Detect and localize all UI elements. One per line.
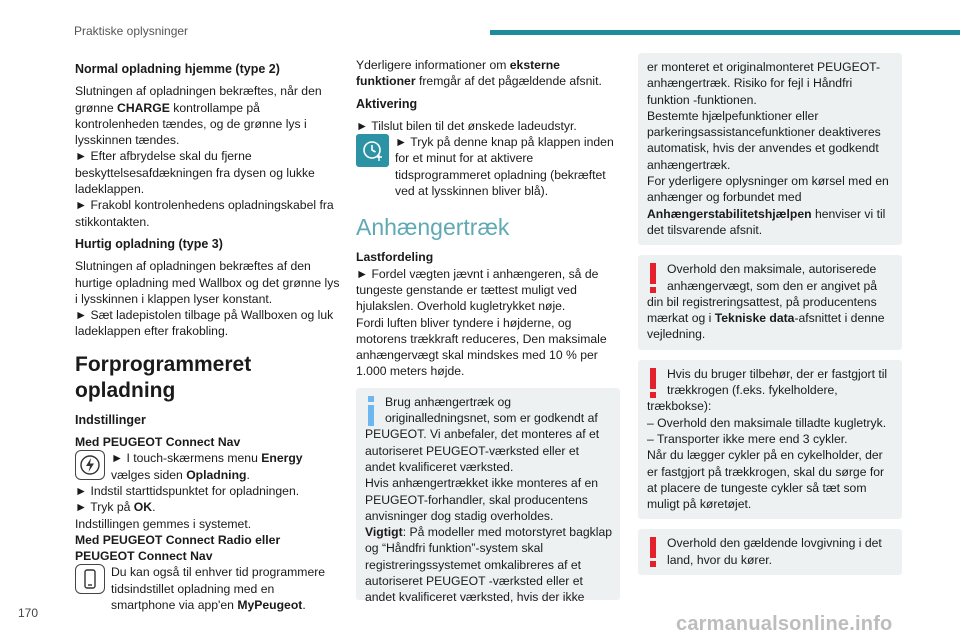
paragraph: ► Tilslut bilen til det ønskede ladeudstyr. — [356, 118, 577, 133]
subheading-connect-radio: Med PEUGEOT Connect Radio eller PEUGEOT Connect Nav — [75, 532, 281, 564]
paragraph: ► Frakobl kontrolenhedens opladningskabel fra stikkontakten. — [75, 198, 334, 229]
paragraph: Slutningen af opladningen bekræftes af den hurtige opladning med Wallbox og det grønne lys i lysskinnen i klappen lyser konstant. — [75, 259, 340, 306]
column-2 — [356, 57, 620, 610]
note-text: Når du lægger cykler på en cykelholder, der er fastgjort på trækkrogen, skal du sørge for at placere de tungeste cykler så tæt som muligt på køretøjet. — [647, 448, 885, 512]
heading-normal-charging: Normal opladning hjemme (type 2) — [75, 62, 280, 76]
note-text — [647, 173, 894, 238]
heading-activation: Aktivering — [356, 96, 418, 111]
text: kontrollampe på kontrolenheden tændes, og de grønne lys i lysskinnen tændes. — [75, 100, 307, 148]
text: Du kan også til enhver tid programmere tidsindstillet opladning med en smartphone via app'en — [111, 565, 326, 613]
paragraph — [356, 57, 620, 90]
paragraph — [111, 450, 340, 483]
bold-text: Energy — [261, 451, 303, 466]
smartphone-icon — [75, 564, 105, 594]
bold-text: Anhængerstabilitetshjælpen — [647, 206, 812, 221]
info-note — [356, 388, 620, 605]
energy-icon — [75, 450, 105, 480]
text: For yderligere oplysninger om kørsel med en anhænger og forbundet med — [647, 174, 889, 205]
text: ► Tryk på — [75, 500, 134, 515]
column-3 — [638, 53, 902, 585]
subheading-load-distribution: Lastfordeling — [356, 250, 434, 265]
paragraph: Fordi luften bliver tyndere i højderne, og motorens trækkraft reduceres, Den maksimale anhængervægt skal mindskes med 10 % per 1.000 meters højde. — [356, 315, 607, 379]
paragraph — [75, 499, 340, 515]
note-text — [365, 524, 612, 605]
heading-towbar: Anhængertræk — [356, 214, 510, 241]
paragraph: ► Efter afbrydelse skal du fjerne beskyttelsesafdækningen fra dysen og lukke ladeklappen. — [75, 149, 315, 197]
watermark: carmanualsonline.info — [676, 613, 893, 635]
note-text — [647, 261, 894, 342]
note-text: Brug anhængertræk og originalledningsnet, som er godkendt af PEUGEOT. Vi anbefaler, det monteres af et autoriseret PEUGEOT-værksted eller et andet kvalificeret værksted. — [365, 394, 600, 474]
note-text: – Overhold den maksimale tilladte kugletryk. — [647, 415, 887, 430]
warning-icon — [647, 537, 659, 567]
page-header-title: Praktiske oplysninger — [74, 24, 189, 38]
note-text: Overhold den gældende lovgivning i det land, hvor du kører. — [667, 536, 882, 567]
text: . — [152, 500, 156, 515]
warning-note-accessories — [638, 360, 902, 520]
bold-text: Tekniske data — [714, 311, 795, 326]
subheading-connect-nav: Med PEUGEOT Connect Nav — [75, 435, 241, 450]
bold-text: Vigtigt — [365, 525, 403, 540]
timer-button-instruction — [356, 134, 620, 199]
note-text: Hvis du bruger tilbehør, der er fastgjort til trækkrogen (f.eks. fykelholdere, trækbokse): — [647, 366, 888, 414]
paragraph: ► Fordel vægten jævnt i anhængeren, så de tungeste genstande er tættest muligt ved hjulakslen. Overhold kugletrykket nøje. — [356, 266, 599, 314]
paragraph: ► Indstil starttidspunktet for opladningen. — [75, 483, 300, 498]
text: Yderligere informationer om — [356, 58, 510, 72]
heading-fast-charging: Hurtig opladning (type 3) — [75, 236, 223, 251]
text: . — [246, 467, 250, 482]
note-text: er monteret et originalmonteret PEUGEOT-anhængertræk. Risiko for fejl i Håndfri funktion -funktionen. — [647, 60, 881, 107]
warning-note-legislation — [638, 529, 902, 575]
paragraph: ► Sæt ladepistolen tilbage på Wallboxen og luk ladeklappen efter frakobling. — [75, 308, 334, 339]
text: fremgår af det pågældende afsnit. — [415, 74, 602, 89]
text: -afsnittet i denne vejledning. — [647, 311, 885, 342]
bold-text: CHARGE — [117, 100, 170, 115]
note-text: Hvis anhængertrækket ikke monteres af en PEUGEOT-forhandler, skal producentens anvisninger dog stadig overholdes. — [365, 476, 599, 523]
note-text: – Transporter ikke mere end 3 cykler. — [647, 431, 848, 446]
note-text: Bestemte hjælpefunktioner eller parkeringsassistancefunktioner deaktiveres automatisk, hvis der anvendes et godkendt anhængertræk. — [647, 108, 881, 172]
text: Slutningen af opladningen bekræftes, når den grønne — [75, 84, 322, 115]
text: : På modeller med motorstyret bagklap og “Håndfri funktion”-system skal registreringssystemet omkalibreres af et autoriseret PEUGEOT -værksted eller et andet kvalificeret værksted, hvis der ikke — [365, 525, 612, 605]
heading-preprogrammed-charging: Forprogrammeret opladning — [75, 352, 252, 402]
text: . — [302, 598, 306, 613]
warning-note-trailer-weight — [638, 255, 902, 349]
bold-text: MyPeugeot — [237, 598, 303, 613]
clock-plug-icon — [356, 134, 389, 167]
text: ► I touch-skærmens menu — [111, 451, 262, 466]
paragraph — [75, 83, 340, 148]
bold-text: OK — [133, 500, 153, 515]
text: vælges siden — [111, 467, 187, 482]
paragraph: ► Tryk på denne knap på klappen inden for et minut for at aktivere tidsprogrammeret opladning (bekræftet ved at lysskinnen bliver blå). — [395, 135, 614, 199]
paragraph: Indstillingen gemmes i systemet. — [75, 516, 252, 531]
warning-icon — [647, 263, 659, 293]
text: Overhold den maksimale, autoriserede anhængervægt, som den er angivet på din bil registreringsattest, på producentens mærkat og i — [647, 262, 878, 326]
header-accent-bar — [490, 30, 960, 35]
bold-text: eksterne funktioner — [356, 58, 560, 89]
heading-settings: Indstillinger — [75, 412, 146, 427]
smartphone-instruction — [75, 564, 340, 613]
info-icon — [365, 396, 377, 426]
page-number: 170 — [18, 606, 39, 620]
text: henviser vi til det tilsvarende afsnit. — [647, 206, 886, 237]
warning-icon — [647, 368, 659, 398]
column-1 — [75, 57, 340, 613]
paragraph — [111, 564, 340, 613]
energy-instruction — [75, 450, 340, 483]
bold-text: Opladning — [186, 467, 247, 482]
info-note-continued — [638, 53, 902, 245]
